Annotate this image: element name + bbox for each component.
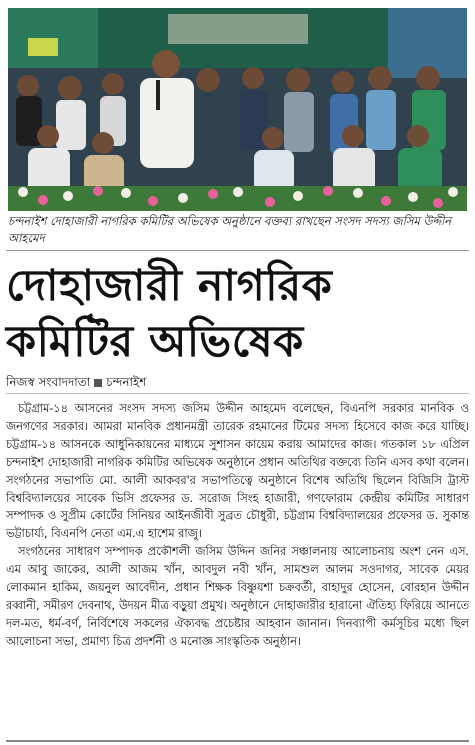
byline-location: চন্দনাইশ <box>106 375 147 389</box>
divider <box>6 393 469 394</box>
headline-line-2: কমিটির অভিষেক <box>6 317 304 367</box>
divider <box>6 250 469 251</box>
square-bullet-icon <box>94 379 102 387</box>
article-paragraph-1: চট্টগ্রাম-১৪ আসনের সংসদ সদস্য জসিম উদ্দীন আহমেদ বলেছেন, বিএনপি সরকার মানবিক ও জনগণের সরকার। আমরা মানবিক প্রধানমন্ত্রী তারেক রহমানের টিমের সদস্য হিসেবে কাজ করে যাচ্ছি। চট্টগ্রাম-১৪ আসনকে আধুনিকায়নের মাধ্যমে সুশাসন কায়েম করায় আমাদের কাজ। গতকাল ১৮ এপ্রিল চন্দনাইশ দোহাজারী নাগরিক কমিটির অভিষেক অনুষ্ঠানে প্রধান অতিথির বক্তব্যে তিনি এসব কথা বলেন। সংগঠনের সভাপতি মো. আলী আকবর'র সভাপতিত্বে অনুষ্ঠানে বিশেষ অতিথি ছিলেন বিজিসি ট্রাস্ট বিশ্ববিদ্যালয়ের সাবেক ভিসি প্রফেসর ড. সরোজ সিংহ হাজারী, গণফোরাম কেন্দ্রীয় কমিটির সাধারণ সম্পাদক ও সুপ্রীম কোর্টের সিনিয়র আইনজীবী সুব্রত চৌধুরী, চট্টগ্রাম বিশ্ববিদ্যালয়ের প্রফেসর ড. সুকান্ত ভট্টাচার্য্য, বিএনপি নেতা এম.এ হাশেম রাজু। <box>6 402 469 541</box>
article-paragraph-2: সংগঠনের সাধারণ সম্পাদক প্রকৌশলী জসিম উদ্দিন জনির সঞ্চালনায় আলোচনায় অংশ নেন এস. এম আবু জাকের, আলী আজম খাঁন, আবদুল নবী খাঁন, সামশুল আলম সওদাগর, সাবেক মেয়র লোকমান হাকিম, জয়নুল আবেদীন, প্রধান শিক্ষক বিষ্ণুযশা চক্রবর্তী, বাহাদুর হোসেন, বোরহান উদ্দীন রব্বানী, সমীরণ দেবনাথ, উদয়ন মীত্র বড়ুয়া প্রমুখ। অনুষ্ঠানে দোহাজারীর হারানো ঐতিহ্য ফিরিয়ে আনতে দল-মত, ধর্ম-বর্ণ, নির্বিশেষে সকলের ঐক্যবদ্ধ প্রচেষ্টার আহবান জানান। দিনব্যাপী কর্মসূচির মধ্যে ছিল আলোচনা সভা, প্রমাণ্য চিত্র প্রদর্শনী ও মনোজ্ঞ সাংস্কৃতিক অনুষ্ঠান। <box>6 545 469 648</box>
stage-photo-illustration <box>8 8 467 211</box>
headline <box>6 258 469 370</box>
byline <box>6 373 469 391</box>
news-photo <box>8 8 467 211</box>
headline-line-1: দোহাজারী নাগরিক <box>6 261 333 311</box>
photo-caption: চন্দনাইশ দোহাজারী নাগরিক কমিটির অভিষেক অনুষ্ঠানে বক্তব্য রাখছেন সংসদ সদস্য জসিম উদ্দীন আহমেদ <box>8 214 452 245</box>
divider <box>6 740 469 742</box>
byline-reporter: নিজস্ব সংবাদদাতা <box>6 375 91 389</box>
article-body <box>6 400 469 651</box>
